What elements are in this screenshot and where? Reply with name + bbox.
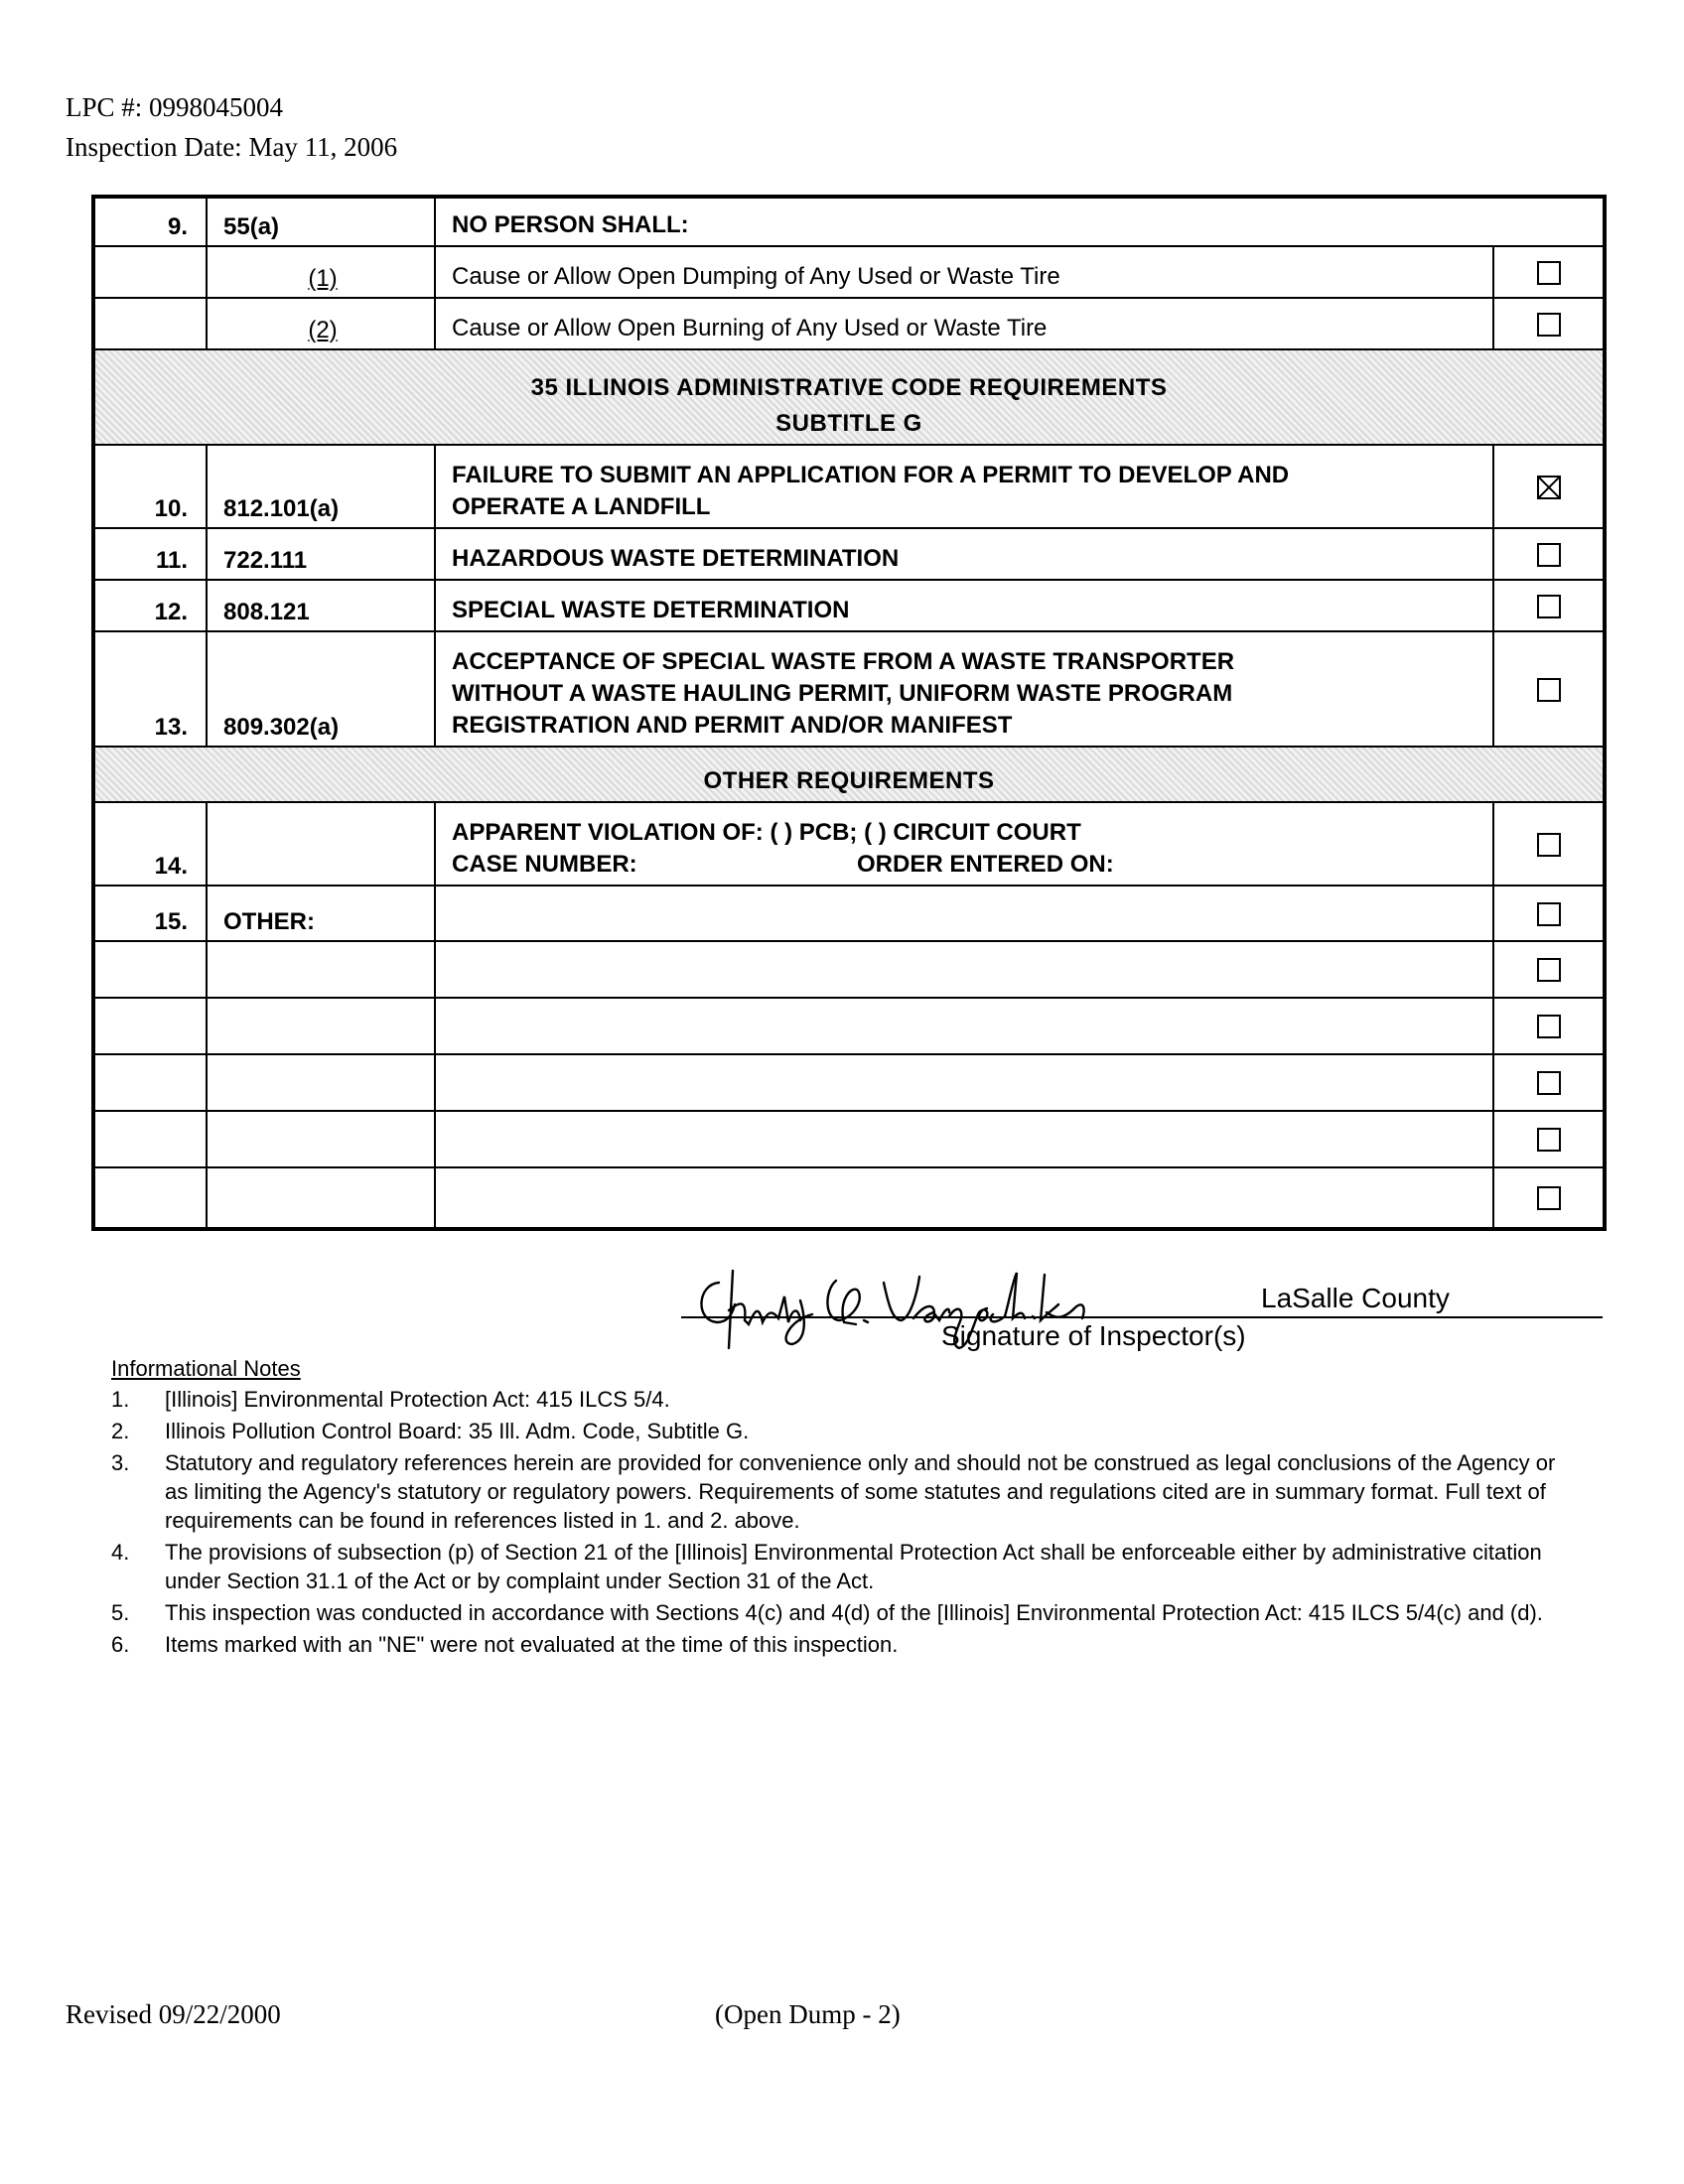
- table-row: [93, 580, 1605, 631]
- lpc-number: LPC #: 0998045004: [66, 92, 284, 122]
- table-row: [93, 1111, 1605, 1167]
- table-row: [93, 1054, 1605, 1111]
- table-row: [93, 1167, 1605, 1229]
- table-row: [93, 631, 1605, 747]
- blank-field[interactable]: [435, 886, 1493, 941]
- requirement-text: OPERATE A LANDFILL: [452, 493, 711, 520]
- list-item: 4. The provisions of subsection (p) of Section 21 of the [Illinois] Environmental Protection Act shall be enforceable either by administrative citation under Section 31.1 of the Act or by complaint under Section 31 of the Act.: [111, 1540, 1542, 1593]
- row-number: 14.: [93, 802, 207, 886]
- blank-field[interactable]: [435, 998, 1493, 1054]
- checkbox[interactable]: [1537, 1128, 1561, 1152]
- blank-field[interactable]: [435, 1111, 1493, 1167]
- checkbox[interactable]: [1537, 902, 1561, 926]
- blank-field[interactable]: [435, 1167, 1493, 1229]
- section-subtitle: SUBTITLE G: [775, 410, 922, 437]
- citation: 722.111: [207, 528, 435, 580]
- list-item: 6. Items marked with an "NE" were not evaluated at the time of this inspection.: [111, 1632, 899, 1657]
- subitem-label: (1): [308, 265, 338, 292]
- checkbox[interactable]: [1537, 543, 1561, 567]
- citation: 812.101(a): [207, 445, 435, 528]
- list-item: 1. [Illinois] Environmental Protection Act: 415 ILCS 5/4.: [111, 1387, 670, 1412]
- list-item: 3. Statutory and regulatory references herein are provided for convenience only and should not be construed as legal conclusions of the Agency or as limiting the Agency's statutory or regulatory powers. Requirements of some statutes and regulations cited are in summary format. Full text of requirements can be found in references listed in 1. and 2. above.: [111, 1450, 1556, 1533]
- document-header: [66, 87, 397, 167]
- table-row: [93, 941, 1605, 998]
- citation: OTHER:: [207, 886, 435, 941]
- order-entered-label: ORDER ENTERED ON:: [857, 851, 1114, 878]
- requirement-text: SPECIAL WASTE DETERMINATION: [435, 580, 1493, 631]
- county-name: LaSalle County: [1261, 1283, 1450, 1313]
- row-number: 9.: [93, 197, 207, 246]
- row-number: 11.: [93, 528, 207, 580]
- row-number: 13.: [93, 631, 207, 747]
- checkbox-checked[interactable]: [1537, 476, 1561, 499]
- blank-field[interactable]: [435, 1054, 1493, 1111]
- row-number: 15.: [93, 886, 207, 941]
- row-number: 10.: [93, 445, 207, 528]
- requirement-text: NO PERSON SHALL:: [435, 197, 1605, 246]
- table-row: [93, 197, 1605, 246]
- requirement-text: Cause or Allow Open Dumping of Any Used or Waste Tire: [435, 246, 1493, 298]
- checkbox[interactable]: [1537, 261, 1561, 285]
- table-row: [93, 528, 1605, 580]
- requirement-text: ACCEPTANCE OF SPECIAL WASTE FROM A WASTE TRANSPORTER: [452, 648, 1235, 675]
- case-number-label: CASE NUMBER:: [452, 851, 637, 878]
- requirements-table: [91, 195, 1607, 1231]
- requirement-text: WITHOUT A WASTE HAULING PERMIT, UNIFORM WASTE PROGRAM: [452, 680, 1233, 707]
- signature-line: [681, 1316, 1603, 1318]
- checkbox[interactable]: [1537, 958, 1561, 982]
- requirement-text: HAZARDOUS WASTE DETERMINATION: [435, 528, 1493, 580]
- citation: 55(a): [207, 197, 435, 246]
- notes-heading: Informational Notes: [111, 1356, 301, 1381]
- revision-date: Revised 09/22/2000: [66, 1999, 281, 2029]
- requirement-text: Cause or Allow Open Burning of Any Used or Waste Tire: [435, 298, 1493, 349]
- section-title: OTHER REQUIREMENTS: [93, 747, 1605, 802]
- section-title: 35 ILLINOIS ADMINISTRATIVE CODE REQUIREMENTS: [530, 374, 1168, 401]
- page-label: (Open Dump - 2): [715, 1999, 901, 2029]
- requirement-text: FAILURE TO SUBMIT AN APPLICATION FOR A PERMIT TO DEVELOP AND: [452, 462, 1290, 488]
- table-row: [93, 445, 1605, 528]
- inspection-date: Inspection Date: May 11, 2006: [66, 132, 398, 162]
- checkbox[interactable]: [1537, 678, 1561, 702]
- table-row: [93, 886, 1605, 941]
- informational-notes: [111, 1354, 1561, 1662]
- row-number: 12.: [93, 580, 207, 631]
- table-row: [93, 802, 1605, 886]
- blank-field[interactable]: [435, 941, 1493, 998]
- checkbox[interactable]: [1537, 1071, 1561, 1095]
- table-row: [93, 298, 1605, 349]
- list-item: 2. Illinois Pollution Control Board: 35 Ill. Adm. Code, Subtitle G.: [111, 1419, 750, 1443]
- section-header: [93, 747, 1605, 802]
- citation: 809.302(a): [207, 631, 435, 747]
- list-item: 5. This inspection was conducted in accordance with Sections 4(c) and 4(d) of the [Illinois] Environmental Protection Act: 415 ILCS 5/4(c) and (d).: [111, 1600, 1543, 1625]
- checkbox[interactable]: [1537, 1015, 1561, 1038]
- requirement-text: REGISTRATION AND PERMIT AND/OR MANIFEST: [452, 712, 1013, 739]
- checkbox[interactable]: [1537, 595, 1561, 618]
- checkbox[interactable]: [1537, 313, 1561, 337]
- notes-list: [111, 1385, 1561, 1659]
- subitem-label: (2): [308, 317, 338, 343]
- checkbox[interactable]: [1537, 1186, 1561, 1210]
- signature-label: Signature of Inspector(s): [941, 1320, 1246, 1351]
- checkbox[interactable]: [1537, 833, 1561, 857]
- table-row: [93, 246, 1605, 298]
- requirement-text: APPARENT VIOLATION OF: ( ) PCB; ( ) CIRCUIT COURT: [452, 819, 1081, 846]
- table-row: [93, 998, 1605, 1054]
- citation: 808.121: [207, 580, 435, 631]
- section-header: [93, 349, 1605, 445]
